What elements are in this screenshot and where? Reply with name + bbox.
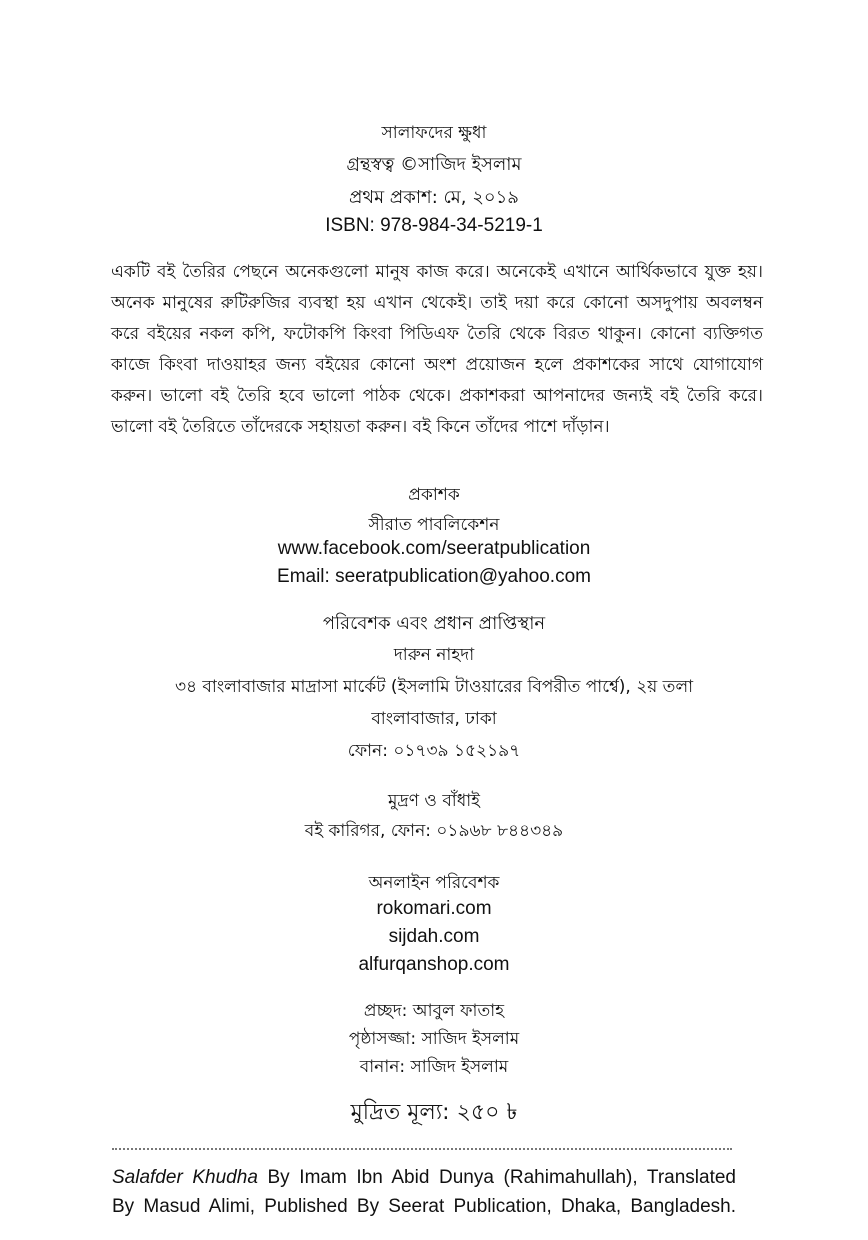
credit-spelling: বানান: সাজিদ ইসলাম [359, 1057, 509, 1077]
publisher-name: সীরাত পাবলিকেশন [368, 515, 500, 535]
distributor-area: বাংলাবাজার, ঢাকা [371, 709, 497, 729]
first-edition-line: প্রথম প্রকাশ: মে, ২০১৯ [348, 187, 519, 208]
online-site: sijdah.com [388, 926, 480, 947]
distributor-name: দারুন নাহদা [393, 645, 475, 665]
online-heading: অনলাইন পরিবেশক [368, 873, 500, 893]
footer-credit [112, 1163, 736, 1221]
online-site: rokomari.com [376, 898, 492, 919]
online-site: alfurqanshop.com [358, 954, 510, 975]
isbn-line: ISBN: 978-984-34-5219-1 [325, 215, 543, 236]
printing-details: বই কারিগর, ফোন: ০১৯৬৮ ৮৪৪৩৪৯ [304, 821, 564, 841]
publisher-email: Email: seeratpublication@yahoo.com [277, 566, 591, 587]
footer-line-1-text: By Imam Ibn Abid Dunya (Rahimahullah), Translated [257, 1167, 736, 1188]
credit-layout: পৃষ্ঠাসজ্জা: সাজিদ ইসলাম [348, 1029, 520, 1049]
printing-heading: মুদ্রণ ও বাঁধাই [387, 791, 481, 811]
distributor-phone: ফোন: ০১৭৩৯ ১৫২১৯৭ [347, 741, 521, 761]
footer-line-2: By Masud Alimi, Published By Seerat Publication, Dhaka, Bangladesh. [112, 1196, 736, 1217]
dotted-divider [112, 1148, 732, 1150]
publisher-facebook: www.facebook.com/seeratpublication [277, 538, 591, 559]
copyright-line: গ্রন্থস্বত্ব ©সাজিদ ইসলাম [346, 154, 522, 175]
book-title: সালাফদের ক্ষুধা [381, 123, 487, 143]
credit-cover: প্রচ্ছদ: আবুল ফাতাহ [363, 1001, 505, 1021]
distributor-heading: পরিবেশক এবং প্রধান প্রাপ্তিস্থান [322, 613, 546, 634]
copy-notice-paragraph: একটি বই তৈরির পেছনে অনেকগুলো মানুষ কাজ করে। অনেকেই এখানে আর্থিকভাবে যুক্ত হয়। অনেক মানুষের রুটিরুজির ব্যবস্থা হয় এখান থেকেই। তাই দয়া করে কোনো অসদুপায় অবলম্বন করে বইয়ের নকল কপি, ফটোকপি কিংবা পিডিএফ তৈরি থেকে বিরত থাকুন। কোনো ব্যক্তিগত কাজে কিংবা দাওয়াহর জন্য বইয়ের কোনো অংশ প্রয়োজন হলে প্রকাশকের সাথে যোগাযোগ করুন। ভালো বই তৈরি হবে ভালো পাঠক থেকে। প্রকাশকরা আপনাদের জন্যই বই তৈরি করে। ভালো বই তৈরিতে তাঁদেরকে সহায়তা করুন। বই কিনে তাঁদের পাশে দাঁড়ান। [111, 262, 763, 437]
printed-price: মুদ্রিত মূল্য: ২৫০ ৳ [350, 1100, 518, 1125]
distributor-address: ৩৪ বাংলাবাজার মাদ্রাসা মার্কেট (ইসলামি টাওয়ারের বিপরীত পার্শ্বে), ২য় তলা [174, 677, 694, 697]
publisher-heading: প্রকাশক [408, 485, 460, 505]
footer-line-1 [112, 1163, 736, 1192]
footer-book-title: Salafder Khudha [112, 1167, 258, 1188]
